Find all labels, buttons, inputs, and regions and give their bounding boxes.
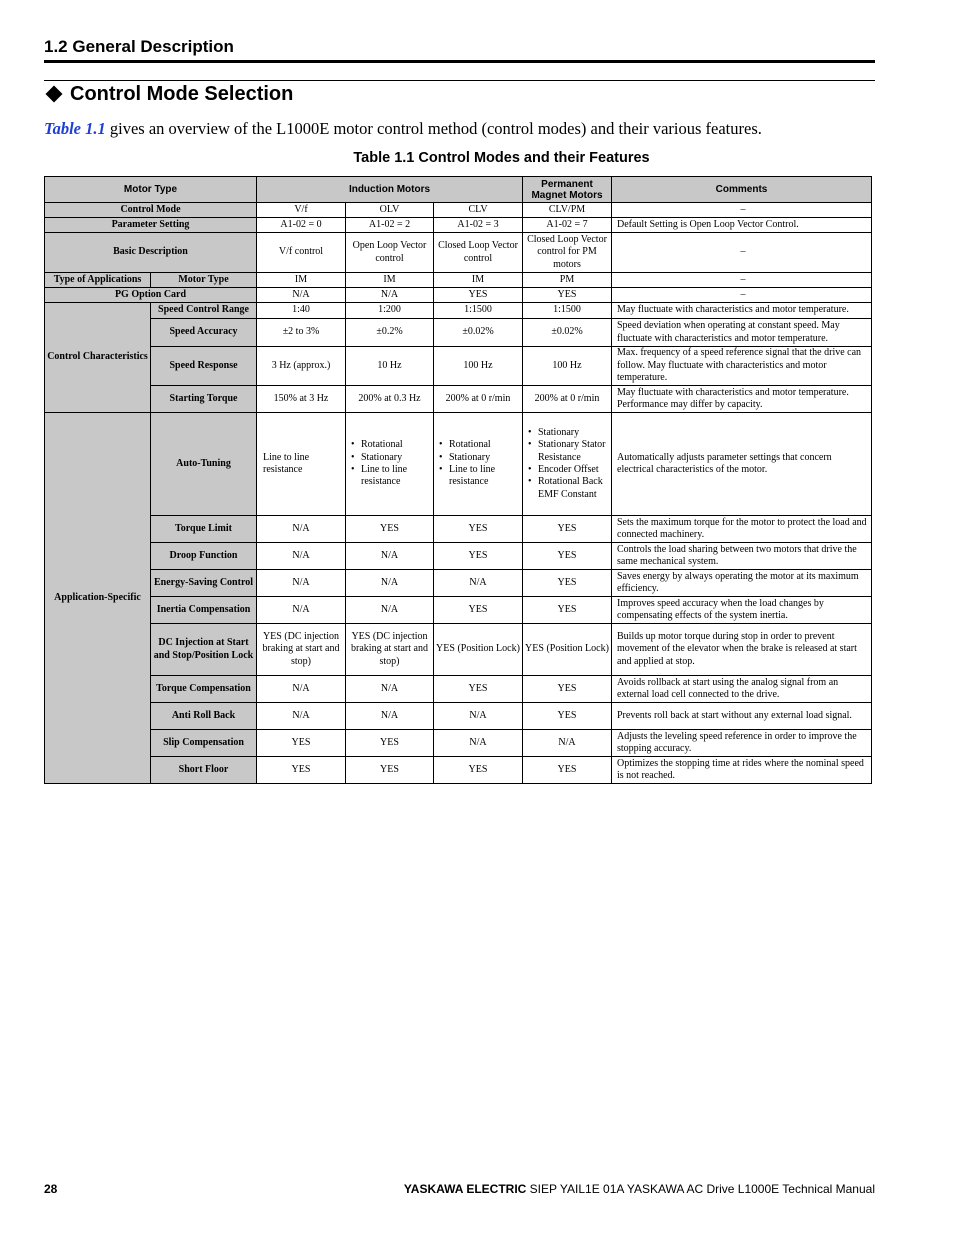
cell-comment: Controls the load sharing between two motors that drive the same mechanical system.: [612, 543, 872, 570]
cell-vf: N/A: [257, 516, 346, 543]
table-row: [45, 570, 872, 597]
cell-olv: N/A: [346, 676, 434, 703]
cell-olv: ±0.2%: [346, 319, 434, 347]
cell-vf: N/A: [257, 543, 346, 570]
row-label: Torque Limit: [151, 516, 257, 543]
list-item: • Rotational Back EMF Constant: [525, 476, 609, 501]
cell-vf: A1-02 = 0: [257, 218, 346, 233]
row-label: Control Mode: [45, 203, 257, 218]
cell-olv: N/A: [346, 288, 434, 303]
cell-comment: May fluctuate with characteristics and motor temperature. Performance may differ by capacity.: [612, 386, 872, 413]
cell-clv: YES (Position Lock): [434, 624, 523, 676]
list-item: • Stationary Stator Resistance: [525, 439, 609, 464]
cell-olv: YES: [346, 730, 434, 757]
page-number: 28: [44, 1182, 58, 1196]
cell-vf: N/A: [257, 597, 346, 624]
cell-olv: [346, 413, 434, 516]
group-control-characteristics: Control Characteristics: [45, 303, 151, 413]
cell-clv: N/A: [434, 730, 523, 757]
footer-manual: SIEP YAIL1E 01A YASKAWA AC Drive L1000E Technical Manual: [526, 1182, 875, 1196]
cell-pm: YES: [523, 597, 612, 624]
cell-olv: N/A: [346, 543, 434, 570]
row-label: DC Injection at Start and Stop/Position Lock: [151, 624, 257, 676]
cell-vf: IM: [257, 273, 346, 288]
cell-olv: OLV: [346, 203, 434, 218]
cell-vf: ±2 to 3%: [257, 319, 346, 347]
list-item: • Line to line resistance: [436, 464, 520, 489]
list-item: • Encoder Offset: [525, 464, 609, 476]
cell-olv: YES: [346, 757, 434, 784]
cell-pm: Closed Loop Vector control for PM motors: [523, 233, 612, 273]
cell-clv: YES: [434, 597, 523, 624]
cell-vf: 3 Hz (approx.): [257, 347, 346, 386]
cell-clv: A1-02 = 3: [434, 218, 523, 233]
header-induction-motors: Induction Motors: [257, 177, 523, 203]
cell-comment: Default Setting is Open Loop Vector Control.: [612, 218, 872, 233]
table-row: [45, 319, 872, 347]
cell-clv: CLV: [434, 203, 523, 218]
row-label: Parameter Setting: [45, 218, 257, 233]
control-modes-table: [44, 176, 872, 784]
cell-clv: [434, 413, 523, 516]
cell-vf: V/f: [257, 203, 346, 218]
table-row: [45, 597, 872, 624]
table-row: [45, 757, 872, 784]
cell-clv: YES: [434, 288, 523, 303]
cell-olv: N/A: [346, 570, 434, 597]
table-row: [45, 347, 872, 386]
cell-pm: YES: [523, 570, 612, 597]
cell-olv: 1:200: [346, 303, 434, 319]
cell-vf: YES: [257, 757, 346, 784]
cell-clv: YES: [434, 757, 523, 784]
list-item: • Rotational: [348, 439, 431, 451]
cell-olv: 200% at 0.3 Hz: [346, 386, 434, 413]
table-row: [45, 203, 872, 218]
cell-vf: Line to line resistance: [257, 413, 346, 516]
row-label: Speed Control Range: [151, 303, 257, 319]
cell-comment: Speed deviation when operating at constant speed. May fluctuate with characteristics and motor temperature.: [612, 319, 872, 347]
cell-clv: 200% at 0 r/min: [434, 386, 523, 413]
cell-olv: N/A: [346, 597, 434, 624]
row-label: Droop Function: [151, 543, 257, 570]
cell-comment: Avoids rollback at start using the analog signal from an external load cell connected to the drive.: [612, 676, 872, 703]
row-label: Inertia Compensation: [151, 597, 257, 624]
row-label: Energy-Saving Control: [151, 570, 257, 597]
cell-vf: YES: [257, 730, 346, 757]
diamond-bullet-icon: [46, 85, 63, 102]
cell-comment: –: [612, 233, 872, 273]
cell-comment: Automatically adjusts parameter settings that concern electrical characteristics of the motor.: [612, 413, 872, 516]
cell-clv: N/A: [434, 570, 523, 597]
cell-olv: YES (DC injection braking at start and stop): [346, 624, 434, 676]
cell-clv: YES: [434, 543, 523, 570]
table-row: [45, 386, 872, 413]
row-label: Anti Roll Back: [151, 703, 257, 730]
intro-text: gives an overview of the L1000E motor control method (control modes) and their various features.: [105, 119, 762, 138]
intro-paragraph: [44, 118, 875, 140]
list-item: • Stationary: [348, 452, 431, 464]
cell-vf: YES (DC injection braking at start and stop): [257, 624, 346, 676]
cell-comment: Saves energy by always operating the motor at its maximum efficiency.: [612, 570, 872, 597]
bullet-list: [436, 439, 520, 489]
cell-olv: N/A: [346, 703, 434, 730]
list-item: • Stationary: [436, 452, 520, 464]
cell-clv: Closed Loop Vector control: [434, 233, 523, 273]
table-row: [45, 730, 872, 757]
cell-olv: YES: [346, 516, 434, 543]
cell-clv: N/A: [434, 703, 523, 730]
list-item: • Rotational: [436, 439, 520, 451]
table-row: [45, 273, 872, 288]
cell-pm: CLV/PM: [523, 203, 612, 218]
cell-comment: Improves speed accuracy when the load changes by compensating effects of the system inertia.: [612, 597, 872, 624]
cell-clv: IM: [434, 273, 523, 288]
cell-clv: YES: [434, 516, 523, 543]
cell-comment: –: [612, 203, 872, 218]
header-pm-motors: Permanent Magnet Motors: [523, 177, 612, 203]
cell-comment: –: [612, 288, 872, 303]
table-row: [45, 303, 872, 319]
table-row: [45, 516, 872, 543]
table-row: [45, 624, 872, 676]
cell-vf: N/A: [257, 288, 346, 303]
cell-pm: [523, 413, 612, 516]
cell-pm: N/A: [523, 730, 612, 757]
group-application-specific: Application-Specific: [45, 413, 151, 784]
row-label: Basic Description: [45, 233, 257, 273]
table-header-row: [45, 177, 872, 203]
cell-pm: YES: [523, 543, 612, 570]
row-label: Torque Compensation: [151, 676, 257, 703]
cell-vf: N/A: [257, 570, 346, 597]
footer-manual-title: [404, 1182, 875, 1196]
cell-comment: Sets the maximum torque for the motor to protect the load and connected machinery.: [612, 516, 872, 543]
heading-text: Control Mode Selection: [70, 83, 294, 105]
cell-vf: N/A: [257, 703, 346, 730]
section-header: 1.2 General Description: [44, 37, 234, 56]
row-group-label: Type of Applications: [45, 273, 151, 288]
cell-comment: Max. frequency of a speed reference signal that the drive can follow. May fluctuate with characteristics and motor temperature.: [612, 347, 872, 386]
row-label: Starting Torque: [151, 386, 257, 413]
table-row: [45, 233, 872, 273]
row-label: Auto-Tuning: [151, 413, 257, 516]
cell-pm: YES: [523, 703, 612, 730]
header-comments: Comments: [612, 177, 872, 203]
header-motor-type: Motor Type: [45, 177, 257, 203]
cell-comment: Builds up motor torque during stop in order to prevent movement of the elevator when the brake is released at start and applied at stop.: [612, 624, 872, 676]
cell-clv: 100 Hz: [434, 347, 523, 386]
row-label: Speed Accuracy: [151, 319, 257, 347]
cell-pm: 1:1500: [523, 303, 612, 319]
table-row: [45, 703, 872, 730]
cell-olv: IM: [346, 273, 434, 288]
cell-vf: 1:40: [257, 303, 346, 319]
cell-pm: YES: [523, 288, 612, 303]
row-label: Slip Compensation: [151, 730, 257, 757]
cell-clv: YES: [434, 676, 523, 703]
bullet-list: [525, 427, 609, 501]
row-label: Short Floor: [151, 757, 257, 784]
row-label: Motor Type: [151, 273, 257, 288]
table-row: [45, 676, 872, 703]
cell-comment: Optimizes the stopping time at rides where the nominal speed is not reached.: [612, 757, 872, 784]
table-caption: Table 1.1 Control Modes and their Features: [353, 150, 650, 166]
cell-olv: Open Loop Vector control: [346, 233, 434, 273]
row-label: Speed Response: [151, 347, 257, 386]
bullet-list: [348, 439, 431, 489]
cell-comment: Prevents roll back at start without any external load signal.: [612, 703, 872, 730]
table-row: [45, 288, 872, 303]
row-label: PG Option Card: [45, 288, 257, 303]
cell-olv: A1-02 = 2: [346, 218, 434, 233]
list-item: • Stationary: [525, 427, 609, 439]
table-row: [45, 218, 872, 233]
heading-rule: [44, 80, 875, 81]
header-rule: [44, 60, 875, 63]
table-reference-link[interactable]: Table 1.1: [44, 119, 106, 138]
cell-pm: PM: [523, 273, 612, 288]
cell-comment: May fluctuate with characteristics and motor temperature.: [612, 303, 872, 319]
cell-pm: YES: [523, 676, 612, 703]
footer-brand: YASKAWA ELECTRIC: [403, 1182, 527, 1196]
cell-vf: V/f control: [257, 233, 346, 273]
cell-pm: A1-02 = 7: [523, 218, 612, 233]
page-heading: [44, 83, 875, 109]
cell-olv: 10 Hz: [346, 347, 434, 386]
cell-pm: YES: [523, 757, 612, 784]
cell-comment: Adjusts the leveling speed reference in order to improve the stopping accuracy.: [612, 730, 872, 757]
cell-pm: YES (Position Lock): [523, 624, 612, 676]
cell-vf: 150% at 3 Hz: [257, 386, 346, 413]
cell-vf: N/A: [257, 676, 346, 703]
cell-clv: 1:1500: [434, 303, 523, 319]
cell-comment: –: [612, 273, 872, 288]
table-row: [45, 413, 872, 516]
cell-pm: ±0.02%: [523, 319, 612, 347]
cell-pm: YES: [523, 516, 612, 543]
table-row: [45, 543, 872, 570]
cell-clv: ±0.02%: [434, 319, 523, 347]
cell-pm: 100 Hz: [523, 347, 612, 386]
cell-pm: 200% at 0 r/min: [523, 386, 612, 413]
list-item: • Line to line resistance: [348, 464, 431, 489]
